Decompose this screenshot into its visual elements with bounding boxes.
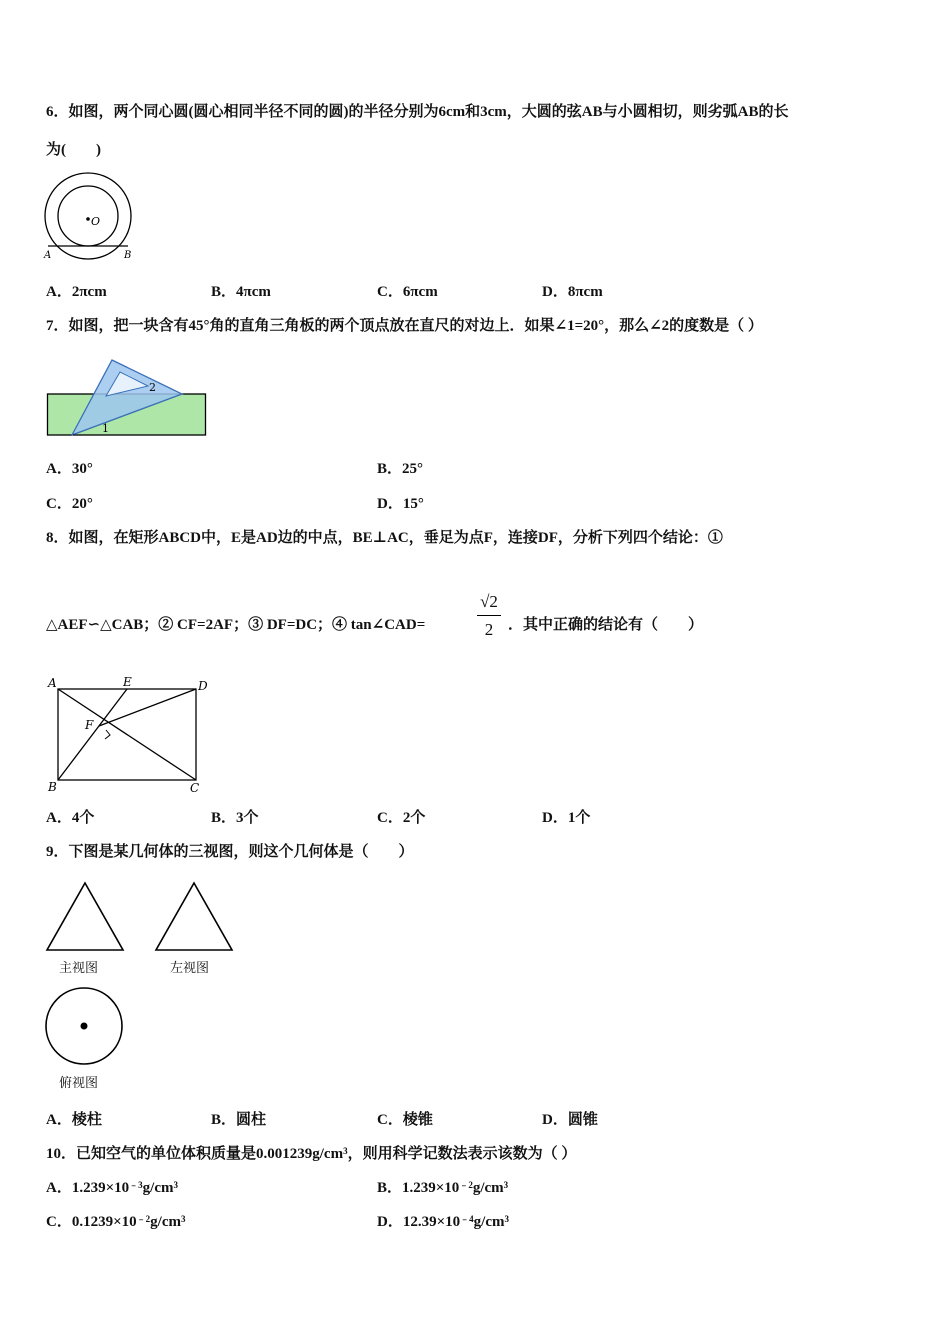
q7-option-b: B．25°: [377, 461, 424, 477]
q6-option-d: D．8πcm: [542, 284, 603, 300]
fraction-denominator: 2: [484, 620, 494, 639]
fraction-bar: [477, 615, 501, 616]
label-b: B: [48, 780, 57, 794]
q6-option-b: B．4πcm: [211, 284, 271, 300]
front-view-label: 主视图: [59, 961, 99, 976]
rectangle-abcd-figure: [44, 674, 214, 798]
q6-stem-line1: 6．如图，两个同心圆(圆心相同半径不同的圆)的半径分别为6cm和3cm，大圆的弦AB与小圆相切，则劣弧AB的长: [46, 104, 789, 120]
q7-option-d: D．15°: [377, 496, 424, 512]
label-b: B: [124, 250, 132, 261]
q8-option-b: B．3个: [211, 810, 259, 826]
label-f: F: [85, 718, 94, 732]
q9-option-c: C．棱锥: [377, 1112, 433, 1128]
q8-stem-line2-post: ．其中正确的结论有（ ）: [508, 617, 704, 633]
q6-option-c: C．6πcm: [377, 284, 438, 300]
top-view-label: 俯视图: [59, 1076, 99, 1091]
label-d: D: [198, 679, 208, 693]
q10-option-a: A．$1.239\times 10^{﹣3}g/cm^3$: [46, 1180, 178, 1196]
q7-option-c: C．20°: [46, 496, 93, 512]
q8-option-a: A．4个: [46, 810, 95, 826]
q8-option-d: D．1个: [542, 810, 591, 826]
q8-stem-line1: 8．如图，在矩形ABCD中，E是AD边的中点，BE⊥AC，垂足为点F，连接DF，分析下列四个结论：①: [46, 530, 723, 546]
q6-stem-line2: 为( ): [46, 142, 101, 158]
label-e: E: [123, 675, 132, 689]
label-a: A: [44, 250, 52, 261]
front-view-triangle: [44, 880, 128, 954]
angle-2-label: 2: [149, 381, 156, 394]
q9-option-a: A．棱柱: [46, 1112, 102, 1128]
q10-option-b: B．$1.239\times 10^{﹣2}g/cm^3$: [377, 1180, 509, 1196]
angle-1-label: 1: [102, 422, 109, 435]
top-view-circle: [43, 985, 127, 1069]
q9-stem: 9．下图是某几何体的三视图，则这个几何体是（ ）: [46, 844, 414, 860]
fraction-numerator: √2: [480, 592, 498, 611]
q9-option-d: D．圆锥: [542, 1112, 598, 1128]
q9-option-b: B．圆柱: [211, 1112, 267, 1128]
side-view-label: 左视图: [170, 961, 210, 976]
q10-option-c: C．$0.1239\times 10^{﹣2}g/cm^3$: [46, 1214, 186, 1230]
q7-option-a: A．30°: [46, 461, 93, 477]
q8-option-c: C．2个: [377, 810, 426, 826]
q8-stem-line2-pre: △AEF∽△CAB；② CF=2AF；③ DF=DC；④ tan∠CAD=: [46, 617, 426, 633]
label-c: C: [190, 781, 200, 795]
label-o: O: [91, 215, 101, 228]
ruler-triangle-figure: [46, 356, 210, 440]
concentric-circles-figure: [40, 172, 140, 264]
label-a: A: [48, 676, 57, 690]
q6-option-a: A．2πcm: [46, 284, 107, 300]
q10-option-d: D．$12.39\times 10^{﹣4}g/cm^3$: [377, 1214, 509, 1230]
q7-stem: 7．如图，把一块含有45°角的直角三角板的两个顶点放在直尺的对边上．如果∠1=20°，那么∠2的度数是（ ）: [46, 318, 763, 334]
q10-stem: 10．已知空气的单位体积质量是$0.001239g/cm^3$，则用科学记数法表示该数为（ ）: [46, 1146, 577, 1162]
side-view-triangle: [153, 880, 237, 954]
